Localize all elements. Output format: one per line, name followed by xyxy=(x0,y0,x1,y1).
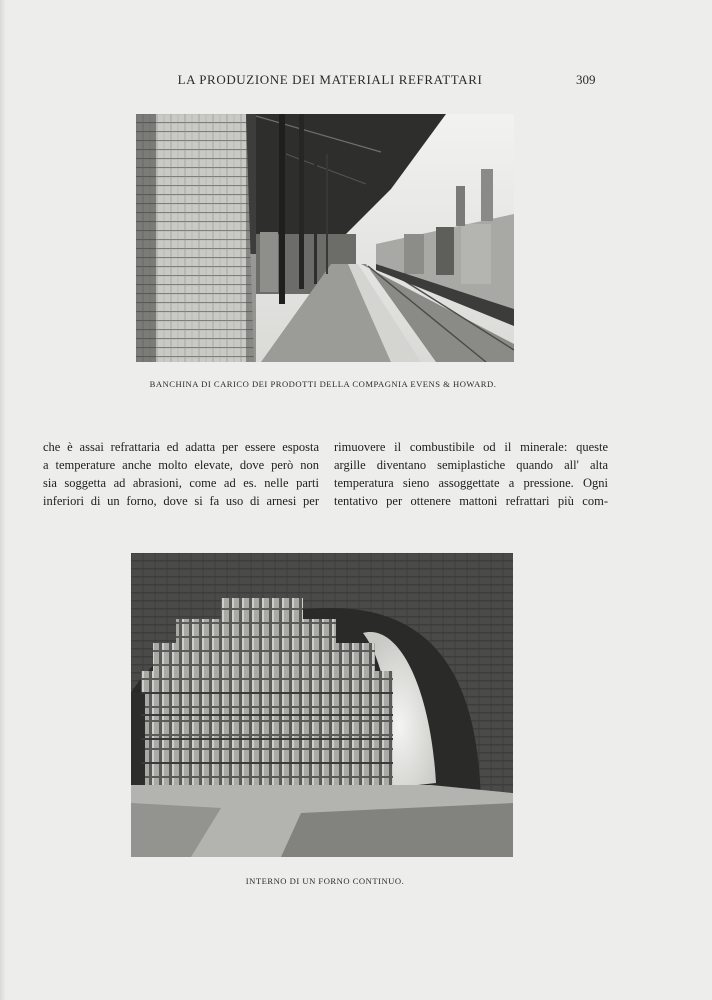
text-line: inferiori di un forno, dove si fa uso di arnesi per xyxy=(43,494,319,508)
text-column-left xyxy=(43,438,319,510)
text-line: che è assai refrattaria ed adatta per essere esposta xyxy=(43,440,319,454)
kiln-interior-illustration xyxy=(131,553,513,857)
page-edge xyxy=(0,0,6,1000)
text-line: tentativo per ottenere mattoni refrattari più com- xyxy=(334,494,608,508)
running-title: LA PRODUZIONE DEI MATERIALI REFRATTARI xyxy=(177,72,483,87)
text-line: sia soggetta ad abrasioni, come ad es. nelle parti xyxy=(43,476,319,490)
figure-caption-bottom: INTERNO DI UN FORNO CONTINUO. xyxy=(245,876,405,886)
photo-kiln-interior xyxy=(131,553,513,857)
text-line: a temperature anche molto elevate, dove però non xyxy=(43,458,319,472)
photo-loading-dock xyxy=(136,114,514,362)
text-line: rimuovere il combustibile od il minerale: queste xyxy=(334,440,608,454)
page-number: 309 xyxy=(576,72,596,87)
figure-caption-top: BANCHINA DI CARICO DEI PRODOTTI DELLA COMPAGNIA EVENS & HOWARD. xyxy=(149,379,497,389)
text-line: temperatura sieno assoggettate a pressione. Ogni xyxy=(334,476,608,490)
text-line: argille diventano semiplastiche quando all' alta xyxy=(334,458,608,472)
loading-dock-illustration xyxy=(136,114,514,362)
text-column-right xyxy=(334,438,608,510)
